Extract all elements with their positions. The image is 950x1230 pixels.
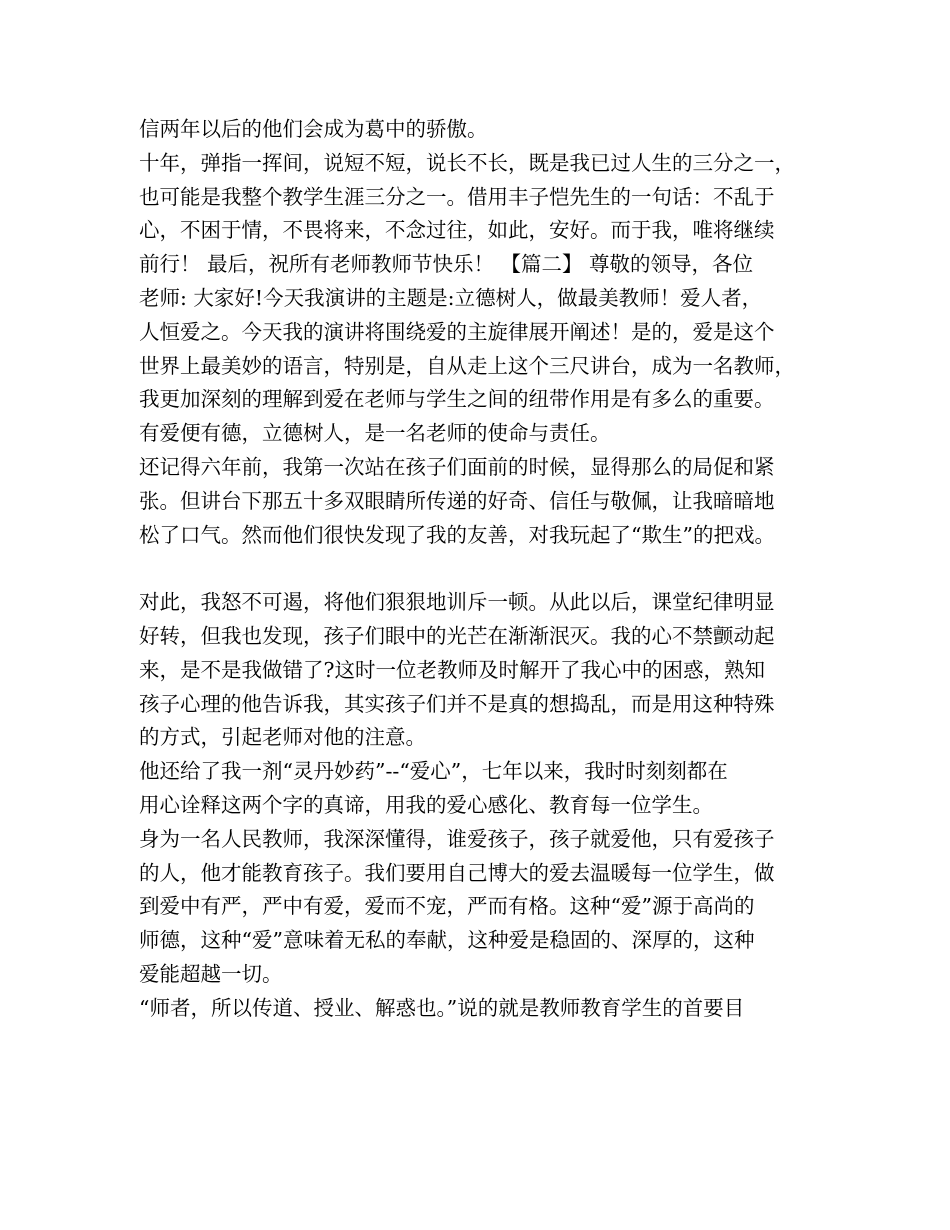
text-line: 我更加深刻的理解到爱在老师与学生之间的纽带作用是有多么的重要。 (139, 387, 775, 412)
text-line: 对此，我怒不可遏，将他们狠狠地训斥一顿。从此以后，课堂纪律明显 (139, 590, 775, 615)
text-line: 的方式，引起老师对他的注意。 (139, 725, 426, 750)
text-line: 十年，弹指一挥间，说短不短，说长不长，既是我已过人生的三分之一， (139, 150, 795, 175)
text-line: 心，不困于情，不畏将来，不念过往，如此，安好。而于我，唯将继续 (139, 218, 775, 243)
text-line: 世界上最美妙的语言，特别是，自从走上这个三尺讲台，成为一名教师， (139, 353, 795, 378)
text-line: 的人，他才能教育孩子。我们要用自己博大的爱去温暖每一位学生，做 (139, 860, 775, 885)
text-line: 有爱便有德，立德树人，是一名老师的使命与责任。 (139, 421, 611, 446)
text-line: 也可能是我整个教学生涯三分之一。借用丰子恺先生的一句话：不乱于 (139, 184, 775, 209)
text-line: 孩子心理的他告诉我，其实孩子们并不是真的想捣乱，而是用这种特殊 (139, 691, 775, 716)
text-line: 松了口气。然而他们很快发现了我的友善，对我玩起了“欺生”的把戏。 (139, 522, 775, 547)
blank-line (139, 552, 839, 586)
text-line: 还记得六年前，我第一次站在孩子们面前的时候，显得那么的局促和紧 (139, 454, 775, 479)
text-line: 老师: 大家好!今天我演讲的主题是:立德树人，做最美教师！爱人者， (139, 285, 763, 310)
text-line: 爱能超越一切。 (139, 961, 283, 986)
text-line: 前行！ 最后，祝所有老师教师节快乐！ 【篇二】 尊敬的领导，各位 (139, 252, 754, 277)
text-line: 用心诠释这两个字的真谛，用我的爱心感化、教育每一位学生。 (139, 792, 713, 817)
text-line: 师德，这种“爱”意味着无私的奉献，这种爱是稳固的、深厚的，这种 (139, 928, 755, 953)
text-line: “师者，所以传道、授业、解惑也。”说的就是教师教育学生的首要目 (139, 995, 745, 1020)
text-line: 到爱中有严，严中有爱，爱而不宠，严而有格。这种“爱”源于高尚的 (139, 894, 755, 919)
text-line: 身为一名人民教师，我深深懂得，谁爱孩子，孩子就爱他，只有爱孩子 (139, 826, 775, 851)
text-line: 信两年以后的他们会成为葛中的骄傲。 (139, 117, 488, 141)
text-line: 人恒爱之。今天我的演讲将围绕爱的主旋律展开阐述！是的，爱是这个 (139, 319, 775, 344)
text-line: 好转，但我也发现，孩子们眼中的光芒在渐渐泯灭。我的心不禁颤动起 (139, 623, 775, 648)
text-line: 张。但讲台下那五十多双眼睛所传递的好奇、信任与敬佩，让我暗暗地 (139, 488, 775, 513)
text-line: 他还给了我一剂“灵丹妙药”--“爱心”，七年以来，我时时刻刻都在 (139, 759, 728, 784)
body-text (139, 113, 839, 1026)
text-line: 来，是不是我做错了?这时一位老教师及时解开了我心中的困惑，熟知 (139, 657, 765, 682)
